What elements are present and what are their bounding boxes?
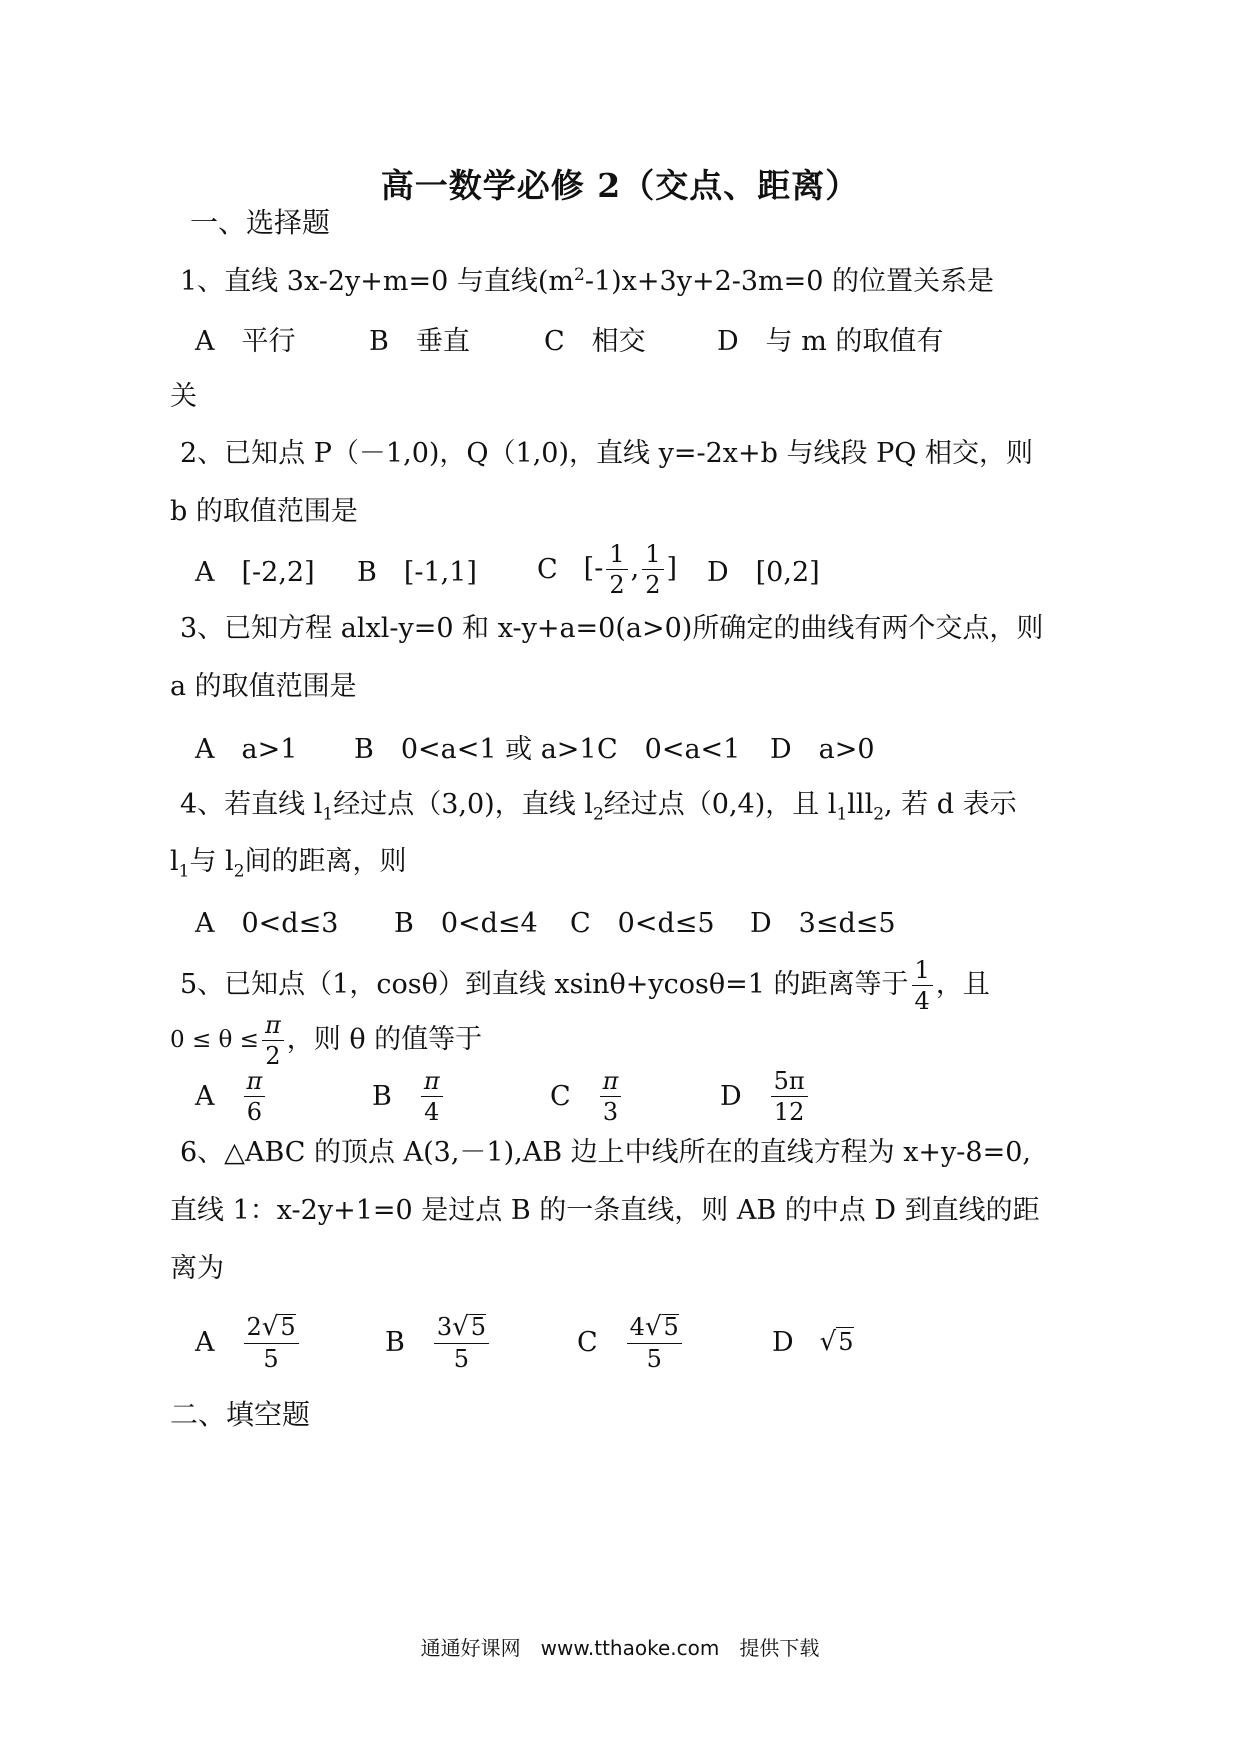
q5-a-den: 6 — [246, 1097, 263, 1126]
question-6-stem-line1: 6、△ABC 的顶点 A(3,－1),AB 边上中线所在的直线方程为 x+y-8=0, — [180, 1137, 1031, 1168]
q4-sub-3: 1 — [836, 804, 848, 825]
q6-a-coef: 2 — [246, 1312, 262, 1341]
q5-c-num: π — [600, 1069, 622, 1097]
q5-b-num: π — [421, 1069, 443, 1097]
q3-option-a: A a>1 — [195, 733, 298, 765]
q2-option-b: B [-1,1] — [357, 556, 477, 588]
q5-d-label: D — [720, 1080, 742, 1112]
question-5-stem-line2 — [170, 1010, 1050, 1070]
q4-text-2: 经过点（3,0)，直线 l — [333, 789, 593, 820]
q4-option-b: B 0<d≤4 — [394, 907, 538, 939]
q4-l2-text-a: l — [170, 846, 179, 877]
q4-sub-2: 2 — [592, 804, 604, 825]
question-4-stem-line2 — [170, 842, 1050, 882]
q4-text-3: 经过点（0,4)，且 l — [603, 789, 837, 820]
q6-option-d — [772, 1312, 854, 1372]
q4-l2-sub-2: 2 — [233, 861, 245, 882]
q4-option-d: D 3≤d≤5 — [750, 907, 896, 939]
q2-c-bracket-close: ] — [666, 552, 678, 584]
q5-a-fraction — [244, 1066, 266, 1126]
q1-option-d: D 与 m 的取值有 — [717, 325, 944, 357]
q2-option-d: D [0,2] — [707, 556, 820, 588]
q5-b-label: B — [372, 1080, 392, 1112]
q6-option-c — [577, 1312, 685, 1372]
q5-c-fraction — [600, 1066, 622, 1126]
q1-option-b: B 垂直 — [369, 325, 470, 357]
q3-option-b: B 0<a<1 或 a>1 — [354, 733, 597, 765]
q5-fraction-pi-2 — [262, 1010, 284, 1070]
q3-option-d: D a>0 — [770, 733, 875, 765]
q2-c-comma: , — [630, 552, 640, 584]
q6-c-sqrt — [644, 1311, 679, 1342]
q6-b-fraction — [434, 1311, 489, 1373]
q6-a-label: A — [195, 1326, 215, 1358]
q6-a-den: 5 — [263, 1344, 279, 1373]
q4-text-5: , 若 d 表示 — [884, 789, 1017, 820]
q4-l2-text-c: 间的距离，则 — [244, 846, 407, 877]
question-2-stem-line1: 2、已知点 P（－1,0)，Q（1,0)，直线 y=-2x+b 与线段 PQ 相交，则 — [180, 438, 1033, 469]
page-title: 高一数学必修 2（交点、距离） — [380, 166, 860, 205]
q1-exponent: 2 — [574, 265, 585, 285]
q5-option-c — [550, 1066, 624, 1126]
q6-c-coef: 4 — [629, 1312, 645, 1341]
question-3-stem-line1: 3、已知方程 alxl-y=0 和 x-y+a=0(a>0)所确定的曲线有两个交点，则 — [180, 613, 1044, 644]
q6-b-den: 5 — [453, 1344, 470, 1373]
q5-b-fraction — [421, 1066, 443, 1126]
q6-c-numerator — [627, 1311, 682, 1344]
q5-a-num: π — [244, 1069, 266, 1097]
q2-c-bracket-open: [- — [583, 552, 604, 584]
question-3-stem-line2: a 的取值范围是 — [170, 671, 357, 702]
q6-option-a — [195, 1312, 302, 1372]
q4-sub-4: 2 — [873, 804, 885, 825]
sqrt-sign-icon: √ — [452, 1311, 469, 1342]
q5-frac-den: 4 — [914, 986, 930, 1015]
q5-a-label: A — [195, 1080, 215, 1112]
q2-option-c — [537, 539, 677, 599]
q2-c-den-1: 2 — [609, 570, 625, 599]
section-fill-in-blank: 二、填空题 — [170, 1398, 311, 1431]
q2-option-c-label: C — [537, 553, 558, 585]
q5-fraction-quarter — [912, 955, 933, 1015]
q4-option-c: C 0<d≤5 — [570, 907, 715, 939]
q4-sub-1: 1 — [322, 804, 334, 825]
q1-stem-a: 1、直线 3x-2y+m=0 与直线(m — [180, 266, 574, 297]
question-1-options — [195, 308, 1050, 368]
q4-text-1: 4、若直线 l — [180, 789, 323, 820]
q4-option-a: A 0<d≤3 — [195, 907, 339, 939]
q5-b-den: 4 — [424, 1097, 440, 1126]
question-1-stem — [180, 262, 1050, 302]
q6-c-label: C — [577, 1326, 598, 1358]
q6-c-den: 5 — [646, 1344, 662, 1373]
q2-option-c-interval — [583, 539, 678, 599]
q1-option-d-wrap: 关 — [170, 381, 197, 412]
section-multiple-choice: 一、选择题 — [190, 206, 331, 239]
question-2-options — [195, 539, 1050, 599]
question-3-options — [195, 716, 1050, 776]
q5-c-den: 3 — [602, 1097, 619, 1126]
q5-option-a — [195, 1066, 268, 1126]
q4-text-4: lll — [847, 789, 874, 820]
q6-b-numerator — [434, 1311, 489, 1344]
q3-option-c: C 0<a<1 — [597, 733, 741, 765]
question-4-stem-line1 — [180, 785, 1050, 825]
q4-l2-sub-1: 1 — [178, 861, 190, 882]
q4-l2-text-b: 与 l — [189, 846, 234, 877]
q6-b-sqrt — [452, 1311, 486, 1342]
page-footer: 通通好课网 www.tthaoke.com 提供下载 — [420, 1636, 820, 1660]
question-5-options — [195, 1066, 1050, 1126]
q2-c-num-2: 1 — [642, 542, 663, 570]
q5-option-d — [720, 1066, 811, 1126]
sqrt-sign-icon: √ — [261, 1311, 279, 1342]
q2-c-num-1: 1 — [606, 542, 627, 570]
q5-c-label: C — [550, 1080, 571, 1112]
q5-d-den: 12 — [773, 1097, 805, 1126]
question-5-stem-line1 — [180, 955, 1050, 1015]
q6-a-radicand: 5 — [280, 1312, 296, 1341]
q6-option-b — [385, 1312, 492, 1372]
q2-c-fraction-1 — [606, 539, 627, 599]
q6-a-sqrt — [261, 1311, 296, 1342]
q5-text-2: ，则 θ 的值等于 — [286, 1024, 483, 1055]
q5-text-1: 5、已知点（1，cosθ）到直线 xsinθ+ycosθ=1 的距离等于 — [180, 969, 909, 1000]
q6-a-numerator — [244, 1311, 299, 1344]
q6-c-fraction — [627, 1311, 682, 1373]
q6-b-radicand: 5 — [470, 1312, 486, 1341]
q6-d-radicand: 5 — [838, 1328, 854, 1356]
question-6-options — [195, 1311, 1050, 1373]
q6-b-coef: 3 — [436, 1312, 453, 1341]
question-4-options — [195, 890, 1050, 950]
q2-c-den-2: 2 — [645, 570, 661, 599]
q6-a-fraction — [244, 1311, 299, 1373]
q2-c-fraction-2 — [642, 539, 663, 599]
q2-option-a: A [-2,2] — [195, 556, 315, 588]
question-2-stem-line2: b 的取值范围是 — [170, 496, 358, 527]
q5-option-b — [372, 1066, 446, 1126]
q1-option-a: A 平行 — [195, 325, 296, 357]
q5-d-num: 5π — [771, 1069, 808, 1097]
q1-stem-b: -1)x+3y+2-3m=0 的位置关系是 — [584, 266, 995, 297]
question-6-stem-line3: 离为 — [170, 1253, 224, 1284]
q6-d-sqrt — [820, 1327, 854, 1357]
q5-condition: 0 ≤ θ ≤ — [170, 1027, 259, 1053]
sqrt-sign-icon: √ — [644, 1311, 662, 1342]
q5-cond-num: π — [262, 1013, 284, 1041]
sqrt-sign-icon: √ — [819, 1327, 837, 1357]
q5-text-end: ，且 — [935, 969, 990, 1000]
q6-b-label: B — [385, 1326, 405, 1358]
q5-frac-num: 1 — [912, 958, 933, 986]
q6-c-radicand: 5 — [663, 1312, 679, 1341]
question-6-stem-line2: 直线 1：x-2y+1=0 是过点 B 的一条直线，则 AB 的中点 D 到直线的距 — [170, 1195, 1040, 1226]
q5-d-fraction — [771, 1066, 808, 1126]
q6-d-label: D — [772, 1326, 794, 1358]
q1-option-c: C 相交 — [544, 325, 646, 357]
q5-cond-den: 2 — [265, 1041, 281, 1070]
